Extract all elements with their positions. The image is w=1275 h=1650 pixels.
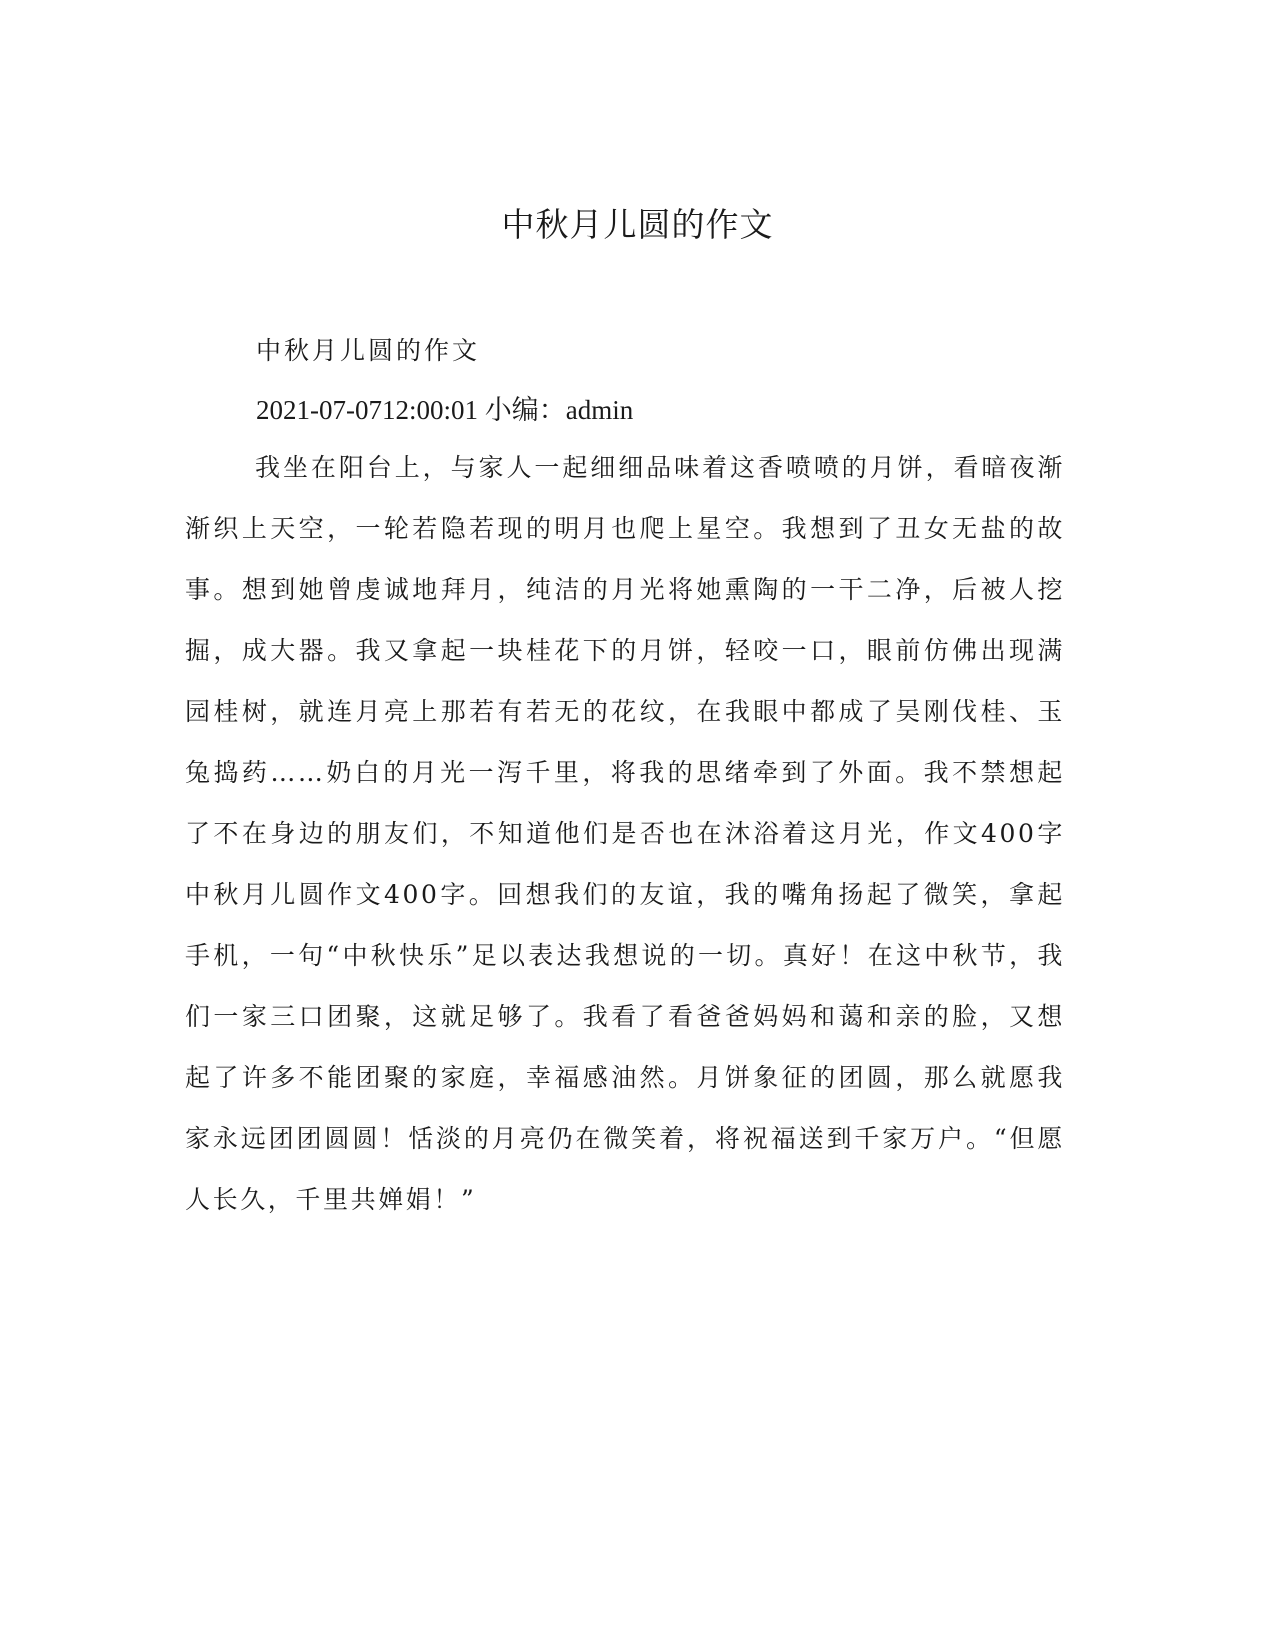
document-subtitle: 中秋月儿圆的作文 [256, 336, 481, 365]
publish-meta: 2021-07-0712:00:01 小编：admin [256, 395, 634, 425]
document-title: 中秋月儿圆的作文 [501, 205, 774, 244]
essay-body: 我坐在阳台上，与家人一起细细品味着这香喷喷的月饼，看暗夜渐渐织上天空，一轮若隐若现的明月也爬上星空。我想到了丑女无盐的故事。想到她曾虔诚地拜月，纯洁的月光将她熏陶的一干二净，后被人挖掘，成大器。我又拿起一块桂花下的月饼，轻咬一口，眼前仿佛出现满园桂树，就连月亮上那若有若无的花纹，在我眼中都成了吴刚伐桂、玉兔捣药……奶白的月光一泻千里，将我的思绪牵到了外面。我不禁想起了不在身边的朋友们，不知道他们是否也在沐浴着这月光，作文400字中秋月儿圆作文400字。回想我们的友谊，我的嘴角扬起了微笑，拿起手机，一句“中秋快乐”足以表达我想说的一切。真好！在这中秋节，我们一家三口团聚，这就足够了。我看了看爸爸妈妈和蔼和亲的脸，又想起了许多不能团聚的家庭，幸福感油然。月饼象征的团圆，那么就愿我家永远团团圆圆！恬淡的月亮仍在微笑着，将祝福送到千家万户。“但愿人长久，千里共婵娟！” [185, 453, 1065, 1214]
